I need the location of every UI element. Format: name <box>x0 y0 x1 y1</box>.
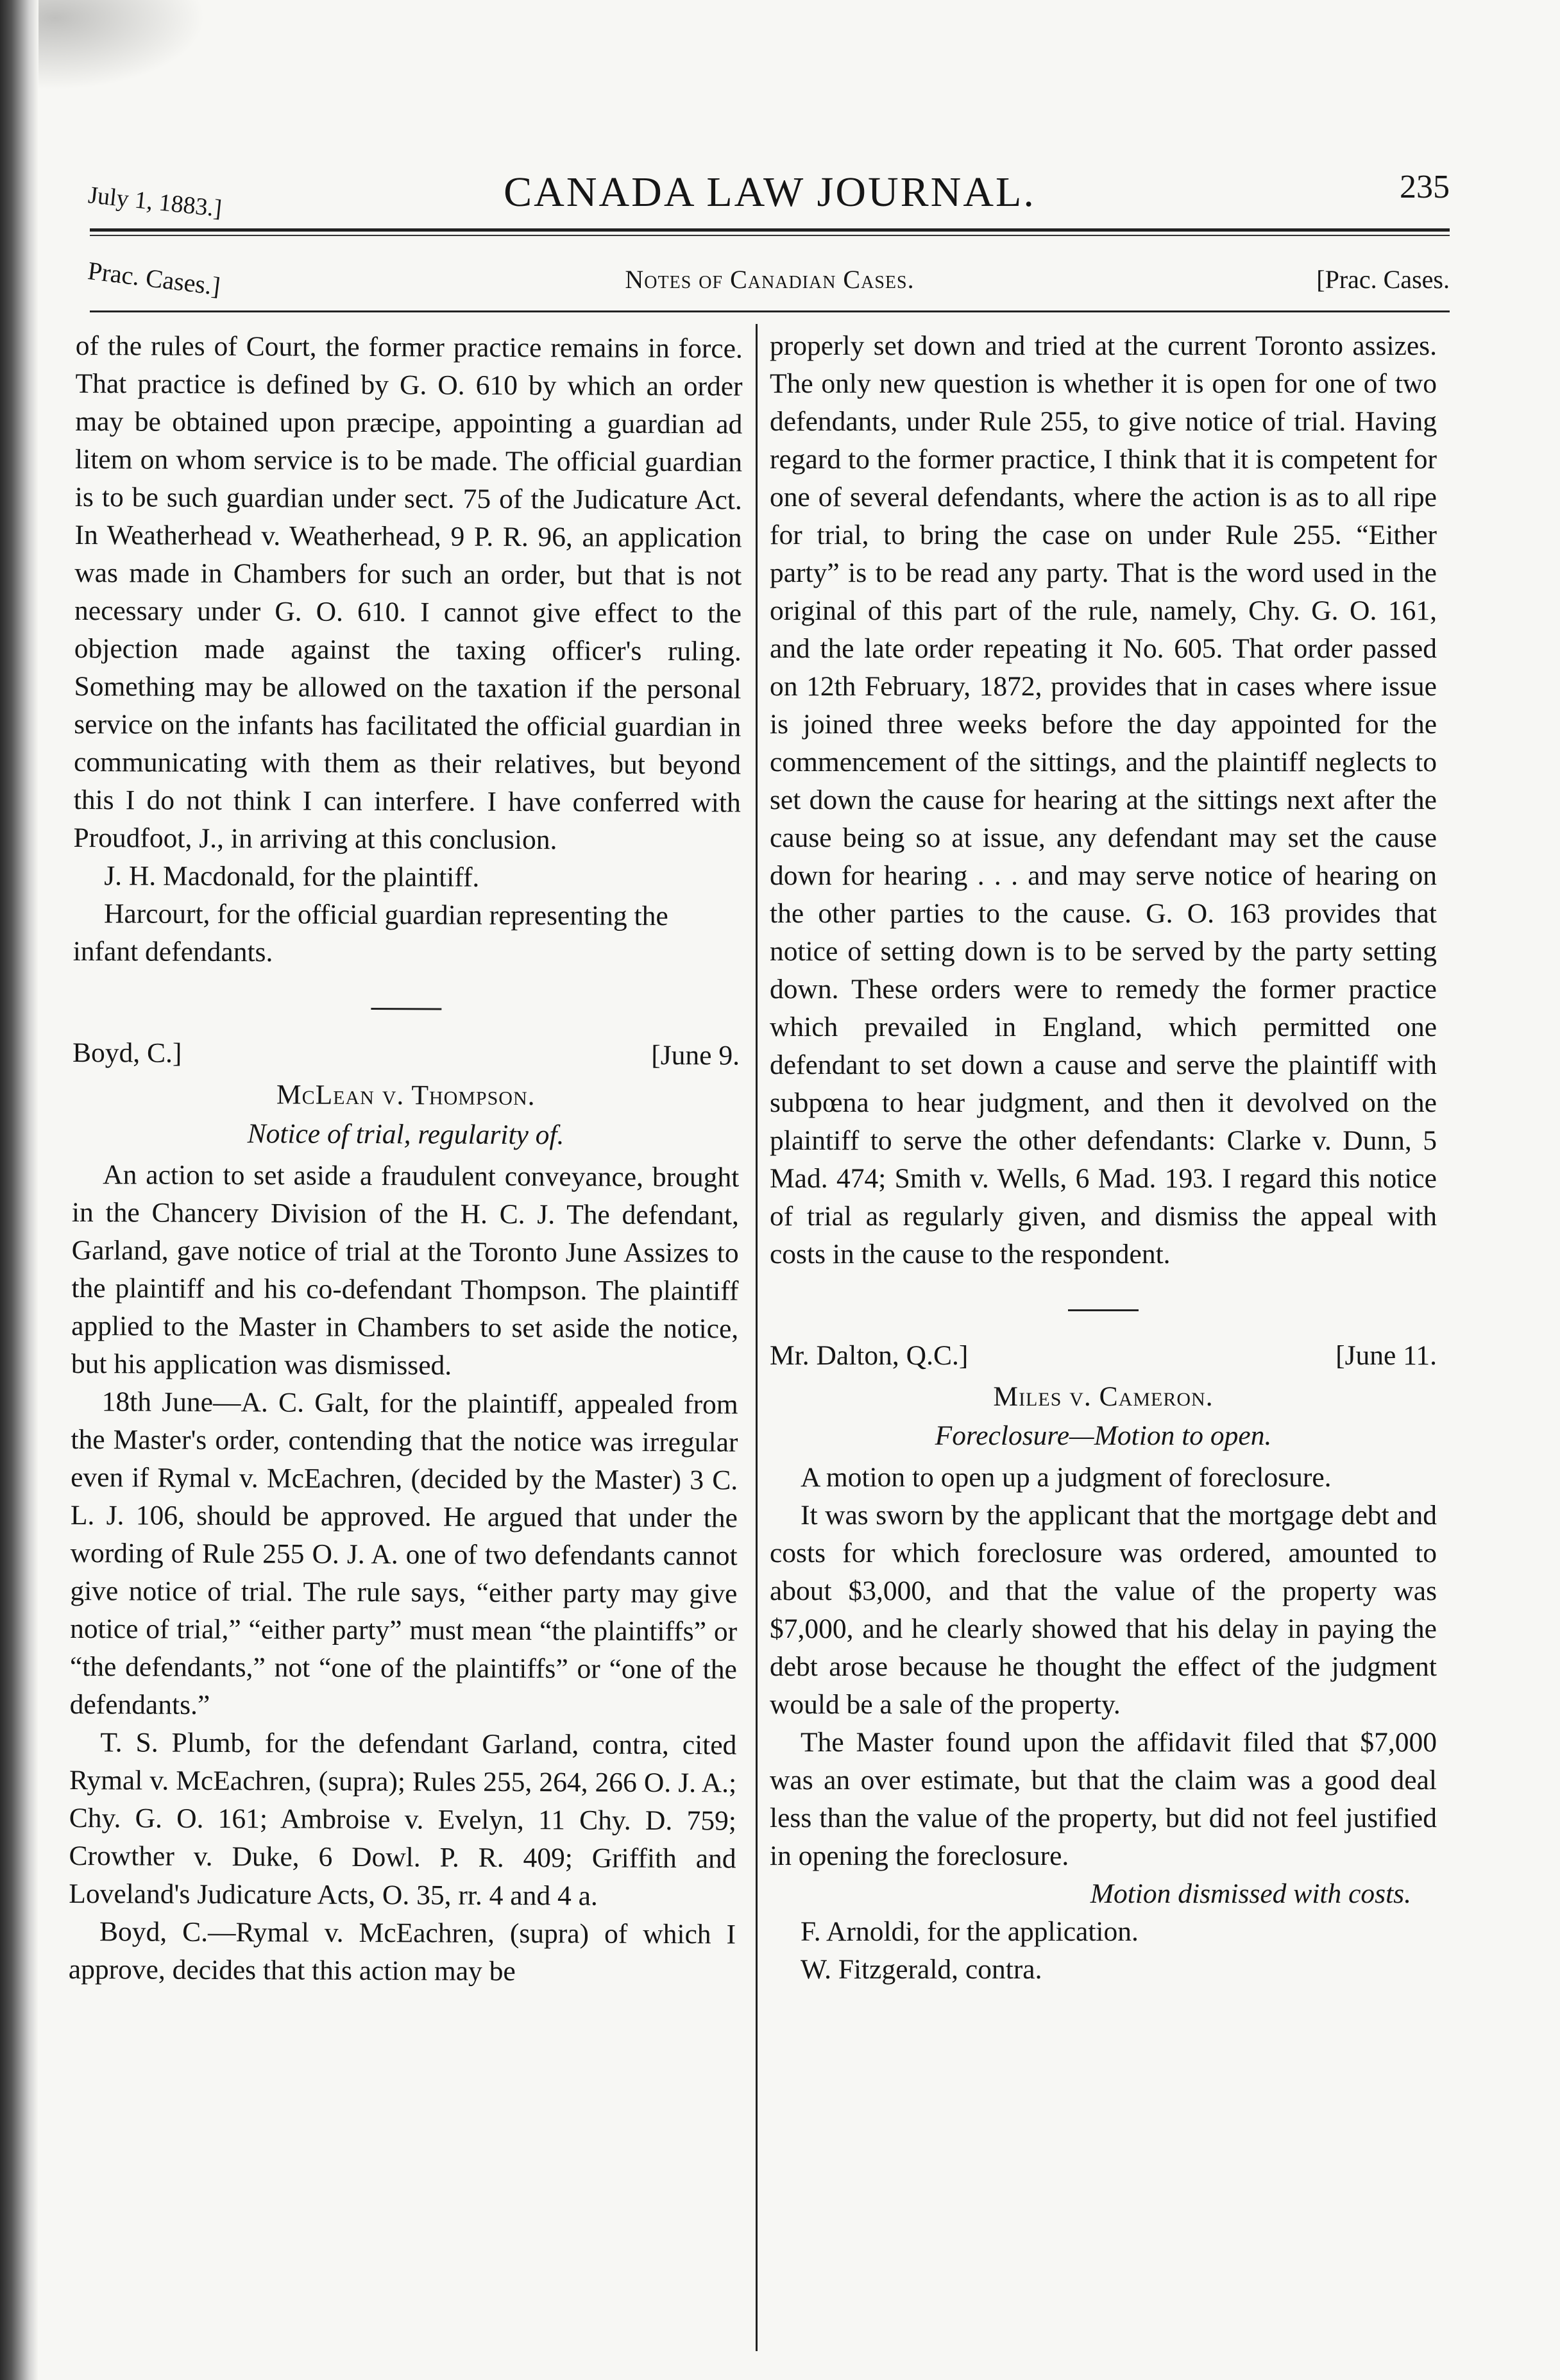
book-spine-shadow <box>0 0 38 2380</box>
case-separator <box>371 1008 441 1010</box>
section-left-label: Prac. Cases.] <box>86 255 223 301</box>
case-title: Miles v. Cameron. <box>993 1381 1214 1412</box>
case-subtitle: Foreclosure—Motion to open. <box>935 1420 1272 1451</box>
column-divider <box>756 324 758 2351</box>
court-judge: Mr. Dalton, Q.C.] <box>770 1340 969 1371</box>
case-heading <box>770 1337 1437 1375</box>
counsel-line: J. H. Macdonald, for the plaintiff. <box>104 860 480 893</box>
issue-date: July 1, 1883.] <box>87 181 223 223</box>
case-date: [June 9. <box>651 1039 740 1071</box>
section-head <box>86 255 1450 301</box>
case-date: [June 11. <box>1335 1340 1437 1371</box>
left-column <box>69 327 743 1992</box>
journal-title: CANADA LAW JOURNAL. <box>504 169 1036 216</box>
continued-paragraph: properly set down and tried at the current Toronto assizes. The only new question is whether it is open for one of two defendants, under Rule 255, to give notice of trial. Having regard to the former practice, I think that it is competent for one of several defendants, where the action is as to all ripe for trial, to bring the case on under Rule 255. “Either party” is to be read any party. That is the word used in the original of this part of the rule, namely, Chy. G. O. 161, and the late order repeating it No. 605. That order passed on 12th February, 1872, provides that in cases where issue is joined three weeks before the day appointed for the commencement of the sittings, and the plaintiff neglects to set down the cause for hearing at the sittings next after the cause being so at issue, any defendant may set the cause down for hearing . . . and may serve notice of hearing on the other parties to the cause. G. O. 163 provides that notice of setting down is to be served by the party setting down. These orders were to remedy the former practice which prevailed in England, which permitted one defendant to set down a cause and serve the plaintiff with subpœna to hear judgment, and then it devolved on the plaintiff to serve the other defendants: Clarke v. Dunn, 5 Mad. 474; Smith v. Wells, 6 Mad. 193. I regard this notice of trial as regularly given, and dismiss the appeal with costs in the cause to the respondent. <box>770 330 1437 1270</box>
case-subtitle: Notice of trial, regularity of. <box>247 1118 564 1151</box>
case-separator <box>1068 1309 1139 1311</box>
case-paragraph: 18th June—A. C. Galt, for the plaintiff, appealed from the Master's order, contending that the notice was irregular even if Rymal v. McEachren, (decided by the Master) 3 C. L. J. 106, should be approved. He argued that under the wording of Rule 255 O. J. A. one of two defendants cannot give notice of trial. The rule says, “either party may give notice of trial,” “either party” must mean “the plaintiffs” or “the defendants,” not “one of the plaintiffs” or “one of the defendants.” <box>69 1386 738 1721</box>
section-rule <box>90 310 1450 312</box>
case-result: Motion dismissed with costs. <box>1090 1878 1411 1909</box>
counsel-line: F. Arnoldi, for the application. <box>801 1916 1139 1947</box>
case-paragraph: Boyd, C.—Rymal v. McEachren, (supra) of which I approve, decides that this action may be <box>68 1916 736 1987</box>
section-title: Notes of Canadian Cases. <box>625 265 915 294</box>
scan-smudge <box>38 0 205 90</box>
right-column <box>770 327 1437 1989</box>
counsel-line: Harcourt, for the official guardian representing the infant defendants. <box>72 898 668 968</box>
continued-paragraph: of the rules of Court, the former practice remains in force. That practice is defined by G. O. 610 by which an order may be obtained upon præcipe, appointing a guardian ad litem on whom service is to be made. The official guardian is to be such guardian under sect. 75 of the Judicature Act. In Weatherhead v. Weatherhead, 9 P. R. 96, an application was made in Chambers for such an order, but that is not necessary under G. O. 610. I cannot give effect to the objection made against the taxing officer's ruling. Something may be allowed on the taxation if the personal service on the infants has facilitated the official guardian in communicating with them as their relatives, but beyond this I do not think I can interfere. I have conferred with Proudfoot, J., in arriving at this conclusion. <box>73 330 743 856</box>
page-number: 235 <box>1400 169 1450 205</box>
case-paragraph: A motion to open up a judgment of foreclosure. <box>801 1462 1332 1493</box>
court-judge: Boyd, C.] <box>72 1037 182 1069</box>
section-right-label: [Prac. Cases. <box>1316 265 1450 294</box>
header-rule-thin <box>90 235 1450 236</box>
header-rule-thick <box>90 228 1450 232</box>
counsel-line: W. Fitzgerald, contra. <box>801 1954 1042 1985</box>
running-head <box>87 168 1450 226</box>
case-paragraph: The Master found upon the affidavit filed that $7,000 was an over estimate, but that the claim was a good deal less than the value of the property, but did not feel justified in opening the foreclosure. <box>770 1727 1437 1871</box>
case-heading <box>72 1034 740 1076</box>
case-paragraph: It was sworn by the applicant that the mortgage debt and costs for which foreclosure was ordered, amounted to about $3,000, and that the value of the property was $7,000, and he clearly showed that his delay in paying the debt arose because he thought the effect of the judgment would be a sale of the property. <box>770 1500 1437 1720</box>
case-paragraph: An action to set aside a fraudulent conveyance, brought in the Chancery Division of the H. C. J. The defendant, Garland, gave notice of trial at the Toronto June Assizes to the plaintiff and his co-defendant Thompson. The plaintiff applied to the Master in Chambers to set aside the notice, but his application was dismissed. <box>71 1159 740 1381</box>
case-title: McLean v. Thompson. <box>276 1079 536 1112</box>
case-paragraph: T. S. Plumb, for the defendant Garland, contra, cited Rymal v. McEachren, (supra); Rules 255, 264, 266 O. J. A.; Chy. G. O. 161; Ambroise v. Evelyn, 11 Chy. D. 759; Crowther v. Duke, 6 Dowl. P. R. 409; Griffith and Loveland's Judicature Acts, O. 35, rr. 4 and 4 a. <box>69 1727 737 1912</box>
